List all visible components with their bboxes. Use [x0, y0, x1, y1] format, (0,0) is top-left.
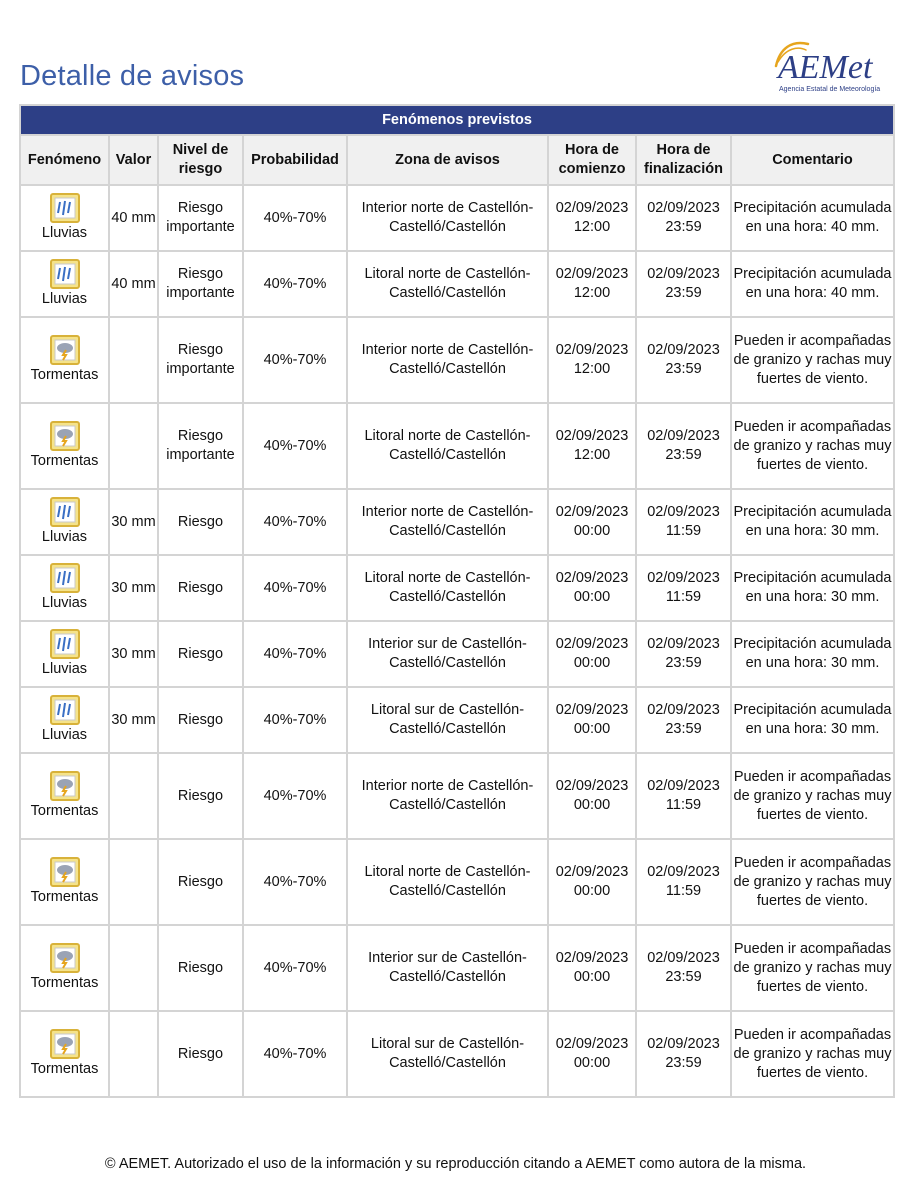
comment-cell: Precipitación acumulada en una hora: 30 mm. [731, 555, 894, 621]
risk-cell: Riesgo [158, 925, 243, 1011]
phenomenon-cell [20, 925, 109, 1011]
table-row [20, 621, 894, 687]
end-cell: 02/09/2023 11:59 [636, 555, 731, 621]
value-cell: 30 mm [109, 555, 158, 621]
column-header: Nivel de riesgo [158, 135, 243, 185]
zone-cell: Litoral sur de Castellón-Castelló/Castellón [347, 1011, 548, 1097]
probability-cell: 40%-70% [243, 925, 347, 1011]
comment-cell: Pueden ir acompañadas de granizo y rachas muy fuertes de viento. [731, 317, 894, 403]
column-header-row [20, 135, 894, 185]
risk-cell: Riesgo [158, 621, 243, 687]
zone-cell: Interior norte de Castellón-Castelló/Castellón [347, 489, 548, 555]
probability-cell: 40%-70% [243, 403, 347, 489]
risk-cell: Riesgo [158, 687, 243, 753]
value-cell [109, 925, 158, 1011]
end-cell: 02/09/2023 23:59 [636, 317, 731, 403]
zone-cell: Litoral sur de Castellón-Castelló/Castellón [347, 687, 548, 753]
start-cell: 02/09/2023 12:00 [548, 317, 636, 403]
risk-cell: Riesgo importante [158, 317, 243, 403]
rain-icon [50, 193, 80, 223]
phenomenon-label: Lluvias [41, 529, 88, 545]
value-cell [109, 317, 158, 403]
phenomenon-cell [20, 403, 109, 489]
risk-cell: Riesgo [158, 1011, 243, 1097]
end-cell: 02/09/2023 11:59 [636, 489, 731, 555]
probability-cell: 40%-70% [243, 621, 347, 687]
phenomenon-cell [20, 251, 109, 317]
risk-cell: Riesgo [158, 839, 243, 925]
value-cell [109, 839, 158, 925]
table-row [20, 185, 894, 251]
start-cell: 02/09/2023 00:00 [548, 687, 636, 753]
probability-cell: 40%-70% [243, 489, 347, 555]
value-cell: 40 mm [109, 185, 158, 251]
end-cell: 02/09/2023 23:59 [636, 185, 731, 251]
risk-cell: Riesgo [158, 555, 243, 621]
storm-icon [50, 421, 80, 451]
end-cell: 02/09/2023 23:59 [636, 925, 731, 1011]
end-cell: 02/09/2023 11:59 [636, 839, 731, 925]
zone-cell: Interior norte de Castellón-Castelló/Castellón [347, 753, 548, 839]
zone-cell: Interior norte de Castellón-Castelló/Castellón [347, 185, 548, 251]
phenomenon-label: Lluvias [41, 595, 88, 611]
zone-cell: Interior sur de Castellón-Castelló/Castellón [347, 621, 548, 687]
comment-cell: Pueden ir acompañadas de granizo y rachas muy fuertes de viento. [731, 403, 894, 489]
rain-icon [50, 629, 80, 659]
table-row [20, 489, 894, 555]
phenomenon-cell [20, 555, 109, 621]
storm-icon [50, 857, 80, 887]
phenomenon-cell [20, 185, 109, 251]
end-cell: 02/09/2023 23:59 [636, 251, 731, 317]
phenomenon-label: Tormentas [30, 453, 99, 469]
probability-cell: 40%-70% [243, 185, 347, 251]
phenomenon-cell [20, 1011, 109, 1097]
value-cell: 30 mm [109, 621, 158, 687]
zone-cell: Litoral norte de Castellón-Castelló/Castellón [347, 839, 548, 925]
table-row [20, 251, 894, 317]
column-header: Comentario [731, 135, 894, 185]
phenomenon-label: Tormentas [30, 975, 99, 991]
phenomenon-label: Lluvias [41, 661, 88, 677]
copyright-footer: © AEMET. Autorizado el uso de la información y su reproducción citando a AEMET como autora de la misma. [104, 1156, 807, 1172]
phenomenon-cell [20, 489, 109, 555]
risk-cell: Riesgo importante [158, 185, 243, 251]
phenomenon-label: Lluvias [41, 727, 88, 743]
rain-icon [50, 695, 80, 725]
comment-cell: Precipitación acumulada en una hora: 30 mm. [731, 621, 894, 687]
table-row [20, 687, 894, 753]
table-body [20, 185, 894, 1097]
comment-cell: Pueden ir acompañadas de granizo y rachas muy fuertes de viento. [731, 753, 894, 839]
column-header: Hora de finalización [636, 135, 731, 185]
storm-icon [50, 1029, 80, 1059]
value-cell [109, 753, 158, 839]
comment-cell: Pueden ir acompañadas de granizo y rachas muy fuertes de viento. [731, 1011, 894, 1097]
start-cell: 02/09/2023 12:00 [548, 185, 636, 251]
phenomenon-label: Tormentas [30, 1061, 99, 1077]
risk-cell: Riesgo importante [158, 403, 243, 489]
risk-cell: Riesgo [158, 489, 243, 555]
start-cell: 02/09/2023 00:00 [548, 555, 636, 621]
comment-cell: Precipitación acumulada en una hora: 40 mm. [731, 185, 894, 251]
page-title: Detalle de avisos [20, 60, 245, 92]
rain-icon [50, 259, 80, 289]
zone-cell: Interior sur de Castellón-Castelló/Castellón [347, 925, 548, 1011]
column-header: Probabilidad [243, 135, 347, 185]
warnings-table [19, 104, 895, 1098]
table-row [20, 317, 894, 403]
storm-icon [50, 335, 80, 365]
phenomenon-cell [20, 753, 109, 839]
phenomenon-label: Tormentas [30, 367, 99, 383]
table-row [20, 555, 894, 621]
probability-cell: 40%-70% [243, 555, 347, 621]
start-cell: 02/09/2023 00:00 [548, 925, 636, 1011]
value-cell [109, 1011, 158, 1097]
risk-cell: Riesgo importante [158, 251, 243, 317]
end-cell: 02/09/2023 23:59 [636, 403, 731, 489]
table-row [20, 925, 894, 1011]
phenomenon-label: Tormentas [30, 803, 99, 819]
start-cell: 02/09/2023 00:00 [548, 489, 636, 555]
table-row [20, 403, 894, 489]
value-cell: 30 mm [109, 687, 158, 753]
probability-cell: 40%-70% [243, 1011, 347, 1097]
start-cell: 02/09/2023 12:00 [548, 251, 636, 317]
end-cell: 02/09/2023 23:59 [636, 621, 731, 687]
zone-cell: Litoral norte de Castellón-Castelló/Castellón [347, 555, 548, 621]
column-header: Fenómeno [20, 135, 109, 185]
storm-icon [50, 943, 80, 973]
probability-cell: 40%-70% [243, 753, 347, 839]
value-cell: 30 mm [109, 489, 158, 555]
phenomenon-label: Lluvias [41, 291, 88, 307]
start-cell: 02/09/2023 00:00 [548, 621, 636, 687]
zone-cell: Litoral norte de Castellón-Castelló/Castellón [347, 251, 548, 317]
start-cell: 02/09/2023 00:00 [548, 1011, 636, 1097]
table-row [20, 1011, 894, 1097]
probability-cell: 40%-70% [243, 317, 347, 403]
comment-cell: Pueden ir acompañadas de granizo y rachas muy fuertes de viento. [731, 925, 894, 1011]
value-cell: 40 mm [109, 251, 158, 317]
phenomenon-cell [20, 839, 109, 925]
column-header: Zona de avisos [347, 135, 548, 185]
probability-cell: 40%-70% [243, 839, 347, 925]
end-cell: 02/09/2023 11:59 [636, 753, 731, 839]
logo-text: AEMet [778, 49, 873, 86]
zone-cell: Interior norte de Castellón-Castelló/Castellón [347, 317, 548, 403]
rain-icon [50, 497, 80, 527]
storm-icon [50, 771, 80, 801]
phenomenon-cell [20, 317, 109, 403]
probability-cell: 40%-70% [243, 687, 347, 753]
phenomenon-cell [20, 687, 109, 753]
aemet-logo [772, 36, 890, 96]
rain-icon [50, 563, 80, 593]
comment-cell: Precipitación acumulada en una hora: 30 mm. [731, 489, 894, 555]
start-cell: 02/09/2023 00:00 [548, 753, 636, 839]
logo-subtitle: Agencia Estatal de Meteorología [779, 86, 881, 93]
column-header: Hora de comienzo [548, 135, 636, 185]
column-header: Valor [109, 135, 158, 185]
table-row [20, 753, 894, 839]
comment-cell: Pueden ir acompañadas de granizo y rachas muy fuertes de viento. [731, 839, 894, 925]
start-cell: 02/09/2023 12:00 [548, 403, 636, 489]
value-cell [109, 403, 158, 489]
comment-cell: Precipitación acumulada en una hora: 30 mm. [731, 687, 894, 753]
phenomenon-label: Tormentas [30, 889, 99, 905]
risk-cell: Riesgo [158, 753, 243, 839]
probability-cell: 40%-70% [243, 251, 347, 317]
zone-cell: Litoral norte de Castellón-Castelló/Castellón [347, 403, 548, 489]
start-cell: 02/09/2023 00:00 [548, 839, 636, 925]
end-cell: 02/09/2023 23:59 [636, 687, 731, 753]
phenomenon-cell [20, 621, 109, 687]
end-cell: 02/09/2023 23:59 [636, 1011, 731, 1097]
phenomenon-label: Lluvias [41, 225, 88, 241]
table-banner: Fenómenos previstos [20, 105, 894, 135]
table-row [20, 839, 894, 925]
comment-cell: Precipitación acumulada en una hora: 40 mm. [731, 251, 894, 317]
